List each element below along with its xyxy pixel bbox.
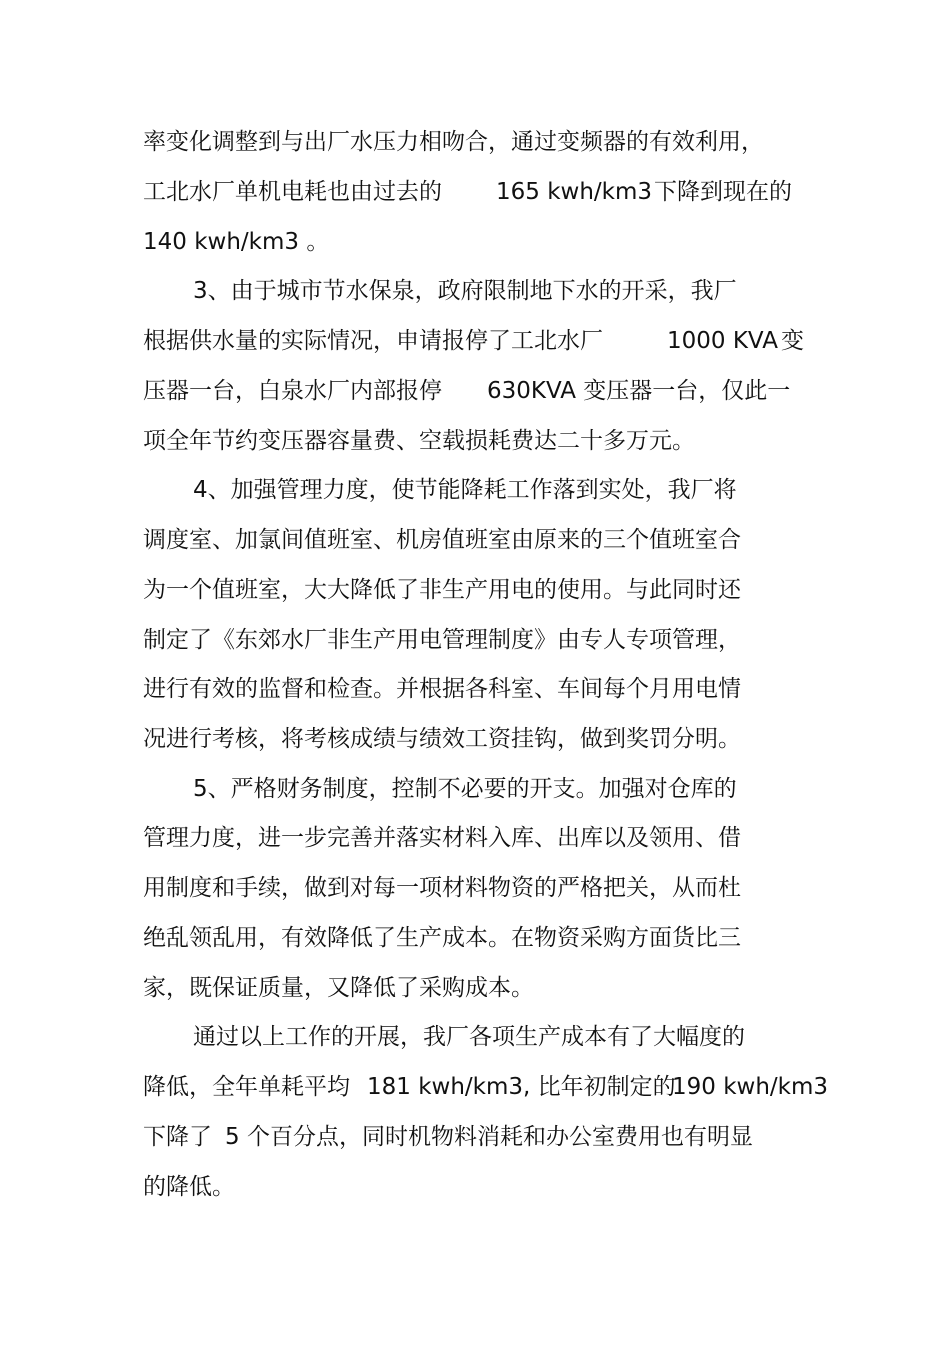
text-segment: 190 kwh/km3: [672, 1074, 829, 1100]
text-line-12: [0, 669, 950, 709]
text-segment: 率变化调整到与出厂水压力相吻合，通过变频器的有效利用，: [143, 129, 764, 155]
text-segment: 项全年节约变压器容量费、空载损耗费达二十多万元。: [143, 428, 695, 454]
text-segment: 根据供水量的实际情况，申请报停了工北水厂: [143, 328, 603, 354]
text-segment: 进行有效的监督和检查。并根据各科室、车间每个月用电情: [143, 676, 741, 702]
text-segment: 压器一台，白泉水厂内部报停: [143, 378, 442, 404]
text-line-8: [0, 470, 950, 510]
text-segment: 为一个值班室，大大降低了非生产用电的使用。与此同时还: [143, 577, 741, 603]
text-segment: 用制度和手续，做到对每一项材料物资的严格把关，从而杜: [143, 875, 741, 901]
text-segment: 家，既保证质量，又降低了采购成本。: [143, 975, 534, 1001]
text-line-17: [0, 918, 950, 958]
text-segment: 调度室、加氯间值班室、机房值班室由原来的三个值班室合: [143, 527, 741, 553]
text-line-20: [0, 1067, 950, 1107]
text-line-18: [0, 968, 950, 1008]
text-line-22: [0, 1167, 950, 1207]
text-segment: 况进行考核，将考核成绩与绩效工资挂钩，做到奖罚分明。: [143, 726, 741, 752]
text-line-6: [0, 371, 950, 411]
text-line-1: [0, 122, 950, 162]
text-line-2: [0, 172, 950, 212]
text-segment: 变: [781, 328, 804, 354]
text-line-16: [0, 868, 950, 908]
text-segment: 降低，全年单耗平均: [143, 1074, 350, 1100]
text-line-21: [0, 1117, 950, 1157]
text-line-5: [0, 321, 950, 361]
text-segment: 140 kwh/km3 。: [143, 229, 330, 255]
text-line-15: [0, 818, 950, 858]
text-segment: 5、严格财务制度，控制不必要的开支。加强对仓库的: [193, 776, 737, 802]
text-line-10: [0, 570, 950, 610]
text-line-3: [0, 222, 950, 262]
text-segment: 4、加强管理力度，使节能降耗工作落到实处，我厂将: [193, 477, 737, 503]
text-line-13: [0, 719, 950, 759]
text-segment: 管理力度，进一步完善并落实材料入库、出库以及领用、借: [143, 825, 741, 851]
text-segment: 1000 KVA: [667, 328, 778, 354]
text-line-11: [0, 620, 950, 660]
text-line-19: [0, 1017, 950, 1057]
text-line-14: [0, 769, 950, 809]
text-line-4: [0, 271, 950, 311]
text-segment: 630KVA 变压器一台，仅此一: [487, 378, 791, 404]
text-segment: 的降低。: [143, 1174, 235, 1200]
text-segment: 3、由于城市节水保泉，政府限制地下水的开采，我厂: [193, 278, 737, 304]
text-segment: 制定了《东郊水厂非生产用电管理制度》由专人专项管理，: [143, 627, 741, 653]
text-segment: 165 kwh/km3: [496, 179, 653, 205]
text-segment: 通过以上工作的开展，我厂各项生产成本有了大幅度的: [193, 1024, 745, 1050]
text-line-9: [0, 520, 950, 560]
text-segment: 工北水厂单机电耗也由过去的: [143, 179, 442, 205]
text-segment: 下降了: [143, 1124, 212, 1150]
text-segment: 5 个百分点，同时机物料消耗和办公室费用也有明显: [225, 1124, 753, 1150]
text-segment: 绝乱领乱用，有效降低了生产成本。在物资采购方面货比三: [143, 925, 741, 951]
text-segment: 181 kwh/km3, 比年初制定的: [367, 1074, 676, 1100]
text-line-7: [0, 421, 950, 461]
text-segment: 下降到现在的: [654, 179, 792, 205]
